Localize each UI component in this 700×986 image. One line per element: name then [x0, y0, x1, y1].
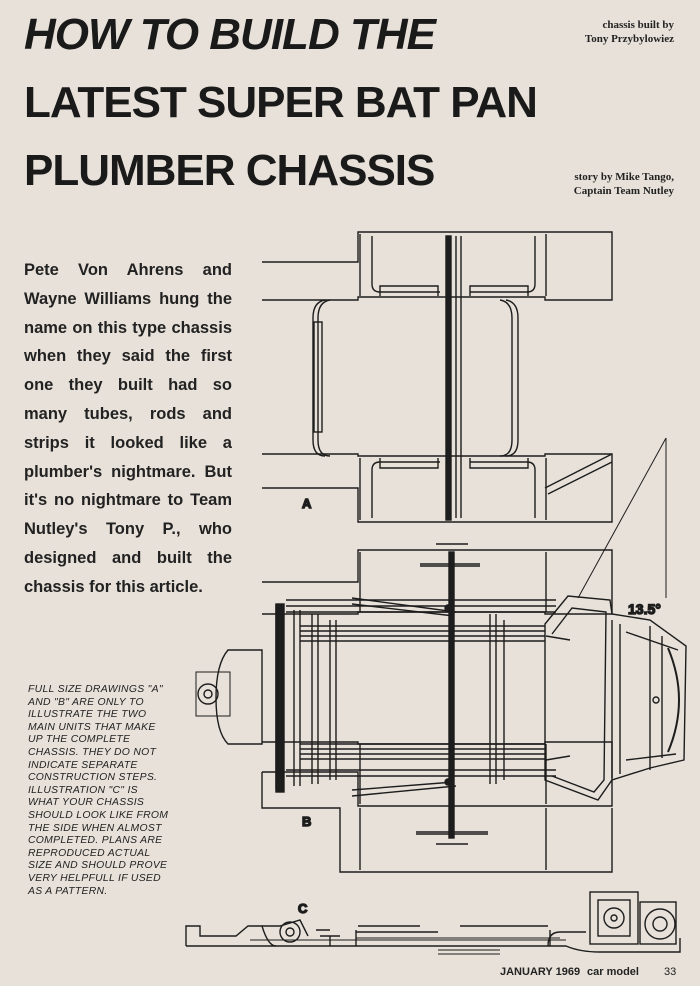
label-angle: 13.5° [628, 601, 661, 617]
story-credit-line-1: story by Mike Tango, [574, 171, 674, 183]
drawing-c-side-view [186, 892, 680, 954]
drawing-a-top-view [262, 232, 612, 522]
builder-credit-line-1: chassis built by [602, 19, 674, 31]
headline-line-2: LATEST SUPER BAT PAN [24, 78, 537, 127]
headline-line-3: PLUMBER CHASSIS [24, 146, 435, 195]
story-credit-line-2: Captain Team Nutley [573, 185, 674, 197]
footer-page-number: 33 [664, 966, 677, 978]
footer-date: JANUARY 1969 [500, 966, 581, 978]
label-drawing-c: C [298, 901, 308, 916]
drawing-notes: FULL SIZE DRAWINGS "A" AND "B" ARE ONLY TO ILLUSTRATE THE TWO MAIN UNITS THAT MAKE UP THE COMPLETE CHASSIS. THEY DO NOT INDICATE SEPARATE CONSTRUCTION STEPS. ILLUSTRATION "C" IS WHAT YOUR CHASSIS SHOULD LOOK LIKE FROM THE SIDE WHEN ALMOST COMPLETED. PLANS ARE REPRODUCED ACTUAL SIZE AND SHOULD PROVE VERY HELPFULL IF USED AS A PATTERN. [28, 684, 169, 897]
label-drawing-a: A [302, 496, 312, 511]
label-drawing-b: B [302, 814, 312, 829]
story-body: Pete Von Ahrens and Wayne Williams hung the name on this type chassis when they said the first one they built had so many tubes, rods and strips it looked like a plumber's nightmare. But it's no nightmare to Team Nutley's Tony P., who designed and built the chassis for this article. [24, 261, 232, 596]
builder-credit-line-2: Tony Przybylowiez [584, 33, 674, 45]
headline-line-1: HOW TO BUILD THE [24, 10, 435, 59]
footer-magazine: car model [587, 966, 639, 978]
